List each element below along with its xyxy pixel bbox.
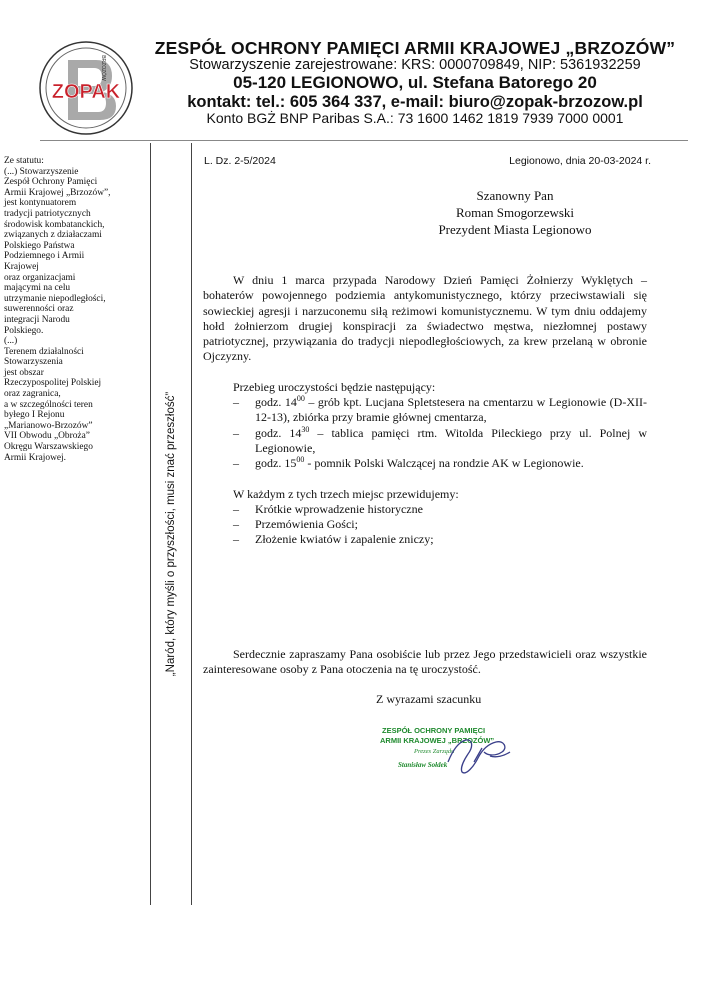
sidebar-line: a w szczególności teren [4,399,93,410]
sidebar-line: „Marianowo-Brzozów” [4,420,93,431]
sidebar-line: integracji Narodu [4,314,70,325]
regards: Z wyrazami szacunku [376,692,482,706]
sidebar-line: oraz organizacjami [4,272,76,283]
list-dash: – [233,501,239,516]
schedule-item [203,426,647,457]
closing-text: Serdecznie zapraszamy Pana osobiście lub przez Jego przedstawicieli oraz wszystkie zainteresowane osoby z Pana otoczenia na tę uroczystość. [203,647,647,677]
schedule-description: – grób kpt. Lucjana Spletstesera na cmentarzu w Legionowie (D-XII-12-13), zbiórka przy bramie głównej cmentarza, [255,395,647,425]
recipient-name: Roman Smogorzewski [455,205,575,220]
sidebar-line: Ze statutu: [4,156,44,166]
contact-info: kontakt: tel.: 605 364 337, e-mail: biuro@zopak-brzozow.pl [187,92,643,111]
stamp-line-4: Stanisław Sołdek [398,761,448,769]
recipient-salutation: Szanowny Pan [476,188,554,203]
plan-item [203,502,647,517]
letterhead [145,39,685,126]
schedule-time: godz. 14 [255,425,302,440]
sidebar-line: Polskiego Państwa [4,240,75,251]
sidebar-line: Okręgu Warszawskiego [4,442,93,453]
sidebar-line: związanych z działaczami [4,230,102,241]
schedule-list [203,395,647,471]
list-dash: – [233,395,239,410]
signature-stamp [378,722,518,780]
organization-name: ZESPÓŁ OCHRONY PAMIĘCI ARMII KRAJOWEJ „BRZOZÓW” [154,38,676,58]
bank-account: Konto BGŻ BNP Paribas S.A.: 73 1600 1462 1819 7939 7000 0001 [206,110,624,127]
motto-text: „Naród, który myśli o przyszłości, musi znać przeszłość” [165,391,177,677]
sidebar-line: byłego I Rejonu [4,410,65,421]
plan-list [203,502,647,548]
sidebar-line: (...) [4,336,18,347]
recipient-title: Prezydent Miasta Legionowo [438,222,592,237]
sidebar-line: Podziemnego i Armii [4,251,85,262]
schedule-description: – tablica pamięci rtm. Witolda Pileckiego przy ul. Polnej w Legionowie, [255,425,647,455]
registration-info: Stowarzyszenie zarejestrowane: KRS: 0000709849, NIP: 5361932259 [189,57,641,74]
organization-logo [38,40,134,136]
sidebar-line: Zespół Ochrony Pamięci [4,177,98,188]
schedule-intro: Przebieg uroczystości będzie następujący: [233,379,436,394]
logo-text: ZOPAK [51,81,121,103]
schedule-item [203,395,647,426]
sidebar-line: tradycji patriotycznych [4,208,91,219]
stamp-line-1: ZESPÓŁ OCHRONY PAMIĘCI [382,726,486,735]
address: 05-120 LEGIONOWO, ul. Stefana Batorego 20 [233,73,597,93]
sidebar-line: Krajowej [4,261,39,272]
sidebar-line: Armii Krajowej. [4,452,66,463]
schedule-time-minutes: 00 [296,455,305,465]
plan-text: Przemówienia Gości; [255,517,358,532]
list-dash: – [233,517,239,532]
statute-sidebar [4,156,154,463]
list-dash: – [233,532,239,547]
plan-text: Złożenie kwiatów i zapalenie zniczy; [255,532,434,547]
closing-paragraph [203,647,647,678]
schedule-time-minutes: 30 [301,424,310,434]
plan-text: Krótkie wprowadzenie historyczne [255,501,423,516]
list-dash: – [233,456,239,471]
sidebar-line: jest obszar [4,367,44,378]
paragraph-intro: W dniu 1 marca przypada Narodowy Dzień Pamięci Żołnierzy Wyklętych – bohaterów powojennego podziemia antykomunistycznego, którzy przeciwstawiali się sowieckiej agresji i narzuconemu siłą reżimowi komunistycznemu. W tym dniu oddajemy hołd żołnierzom drugiej konspiracji za świadectwo męstwa, niezłomnej postawy patriotycznej, przywiązania do tradycji niepodległościowych, za krew przelaną w obronie Ojczyzny. [203,273,647,364]
reference-number: L. Dz. 2-5/2024 [204,155,276,167]
sidebar-line: suwerenności oraz [4,304,74,315]
sidebar-line: oraz zagranica, [4,389,61,400]
list-dash: – [233,425,239,440]
logo-ring-text: BRZOZÓW [100,55,106,81]
sidebar-line: VII Obwodu „Obroża” [4,431,90,442]
sidebar-line: Rzeczypospolitej Polskiej [4,378,102,389]
sidebar-line: Armii Krajowej „Brzozów”, [4,187,111,198]
letter-body [203,273,647,548]
sidebar-line: Stowarzyszenia [4,357,63,368]
schedule-description: - pomnik Polski Walczącej na rondzie AK w Legionowie. [304,456,584,471]
stamp-line-3: Prezes Zarządu [414,748,455,755]
place-date: Legionowo, dnia 20-03-2024 r. [509,155,651,167]
sidebar-line: utrzymanie niepodległości, [4,293,106,304]
sidebar-line: jest kontynuatorem [4,198,77,209]
schedule-time-minutes: 00 [296,394,305,404]
plan-item [203,532,647,547]
schedule-item [203,456,647,471]
sidebar-line: Terenem działalności [4,346,84,357]
stamp-line-2: ARMII KRAJOWEJ „BRZOZÓW” [380,736,495,745]
sidebar-line: mającymi na celu [4,283,71,294]
header-divider [40,140,688,141]
schedule-time: godz. 14 [255,395,297,410]
sidebar-divider-right [191,143,192,905]
sidebar-line: środowisk kombatanckich, [4,219,105,230]
sidebar-line: Polskiego. [4,325,44,336]
sidebar-line: (...) Stowarzyszenie [4,166,79,177]
plan-item [203,517,647,532]
schedule-time: godz. 15 [255,456,297,471]
plan-intro: W każdym z tych trzech miejsc przewidujemy: [233,486,459,501]
recipient-block [410,187,620,238]
sidebar-divider-left [150,143,151,905]
